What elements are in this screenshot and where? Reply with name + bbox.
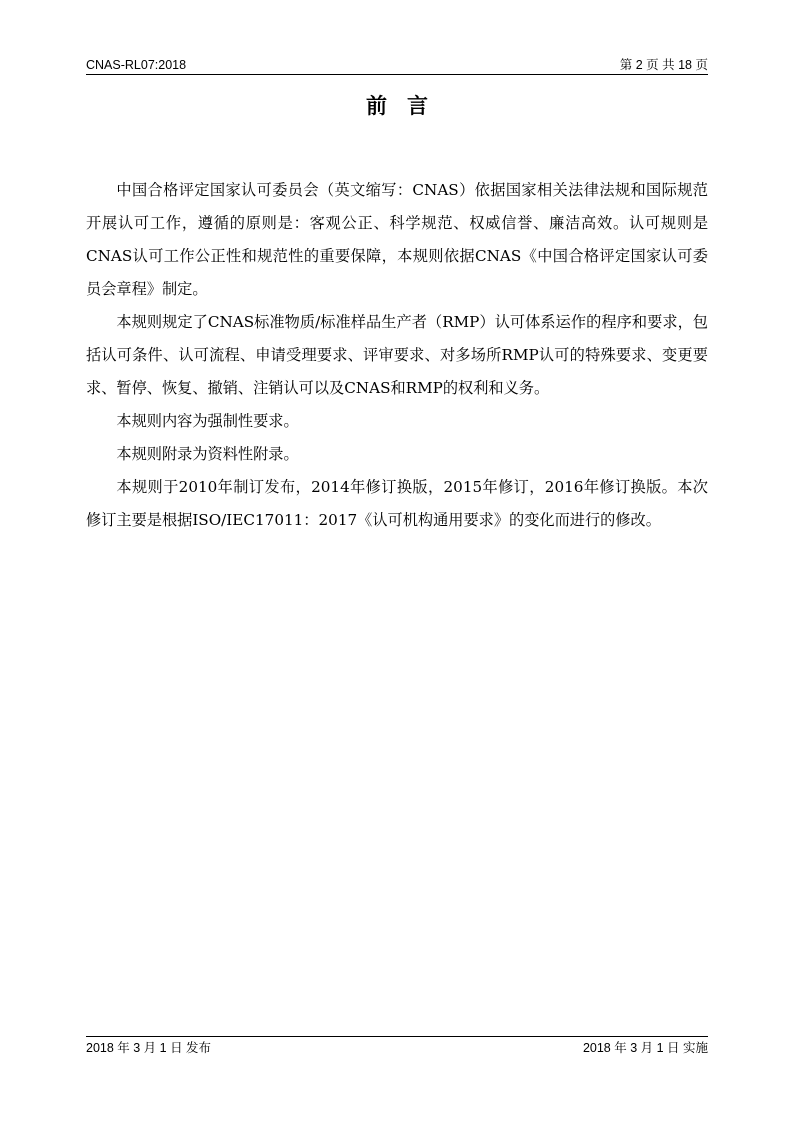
paragraph: 本规则于2010年制订发布，2014年修订换版，2015年修订，2016年修订换版。本次修订主要是根据ISO/IEC17011：2017《认可机构通用要求》的变化而进行的修改。 [86, 478, 708, 529]
issue-date: 2018 年 3 月 1 日 发布 [86, 1041, 212, 1055]
paragraph: 本规则规定了CNAS标准物质/标准样品生产者（RMP）认可体系运作的程序和要求，包括认可条件、认可流程、申请受理要求、评审要求、对多场所RMP认可的特殊要求、变更要求、暂停、恢复、撤销、注销认可以及CNAS和RMP的权利和义务。 [86, 313, 708, 397]
header-divider [86, 74, 708, 75]
paragraph: 中国合格评定国家认可委员会（英文缩写：CNAS）依据国家相关法律法规和国际规范开展认可工作，遵循的原则是：客观公正、科学规范、权威信誉、廉洁高效。认可规则是CNAS认可工作公正性和规范性的重要保障，本规则依据CNAS《中国合格评定国家认可委员会章程》制定。 [86, 181, 708, 298]
page-footer [86, 1040, 708, 1056]
paragraph: 本规则内容为强制性要求。 [116, 412, 299, 430]
paragraph: 本规则附录为资料性附录。 [116, 445, 299, 463]
page-header [86, 57, 708, 73]
document-code: CNAS-RL07:2018 [86, 58, 187, 72]
page-title: 前言 [366, 94, 448, 118]
effective-date: 2018 年 3 月 1 日 实施 [582, 1041, 708, 1055]
page-number: 第 2 页 共 18 页 [619, 58, 708, 72]
footer-divider [86, 1036, 708, 1037]
body-text [86, 174, 708, 537]
